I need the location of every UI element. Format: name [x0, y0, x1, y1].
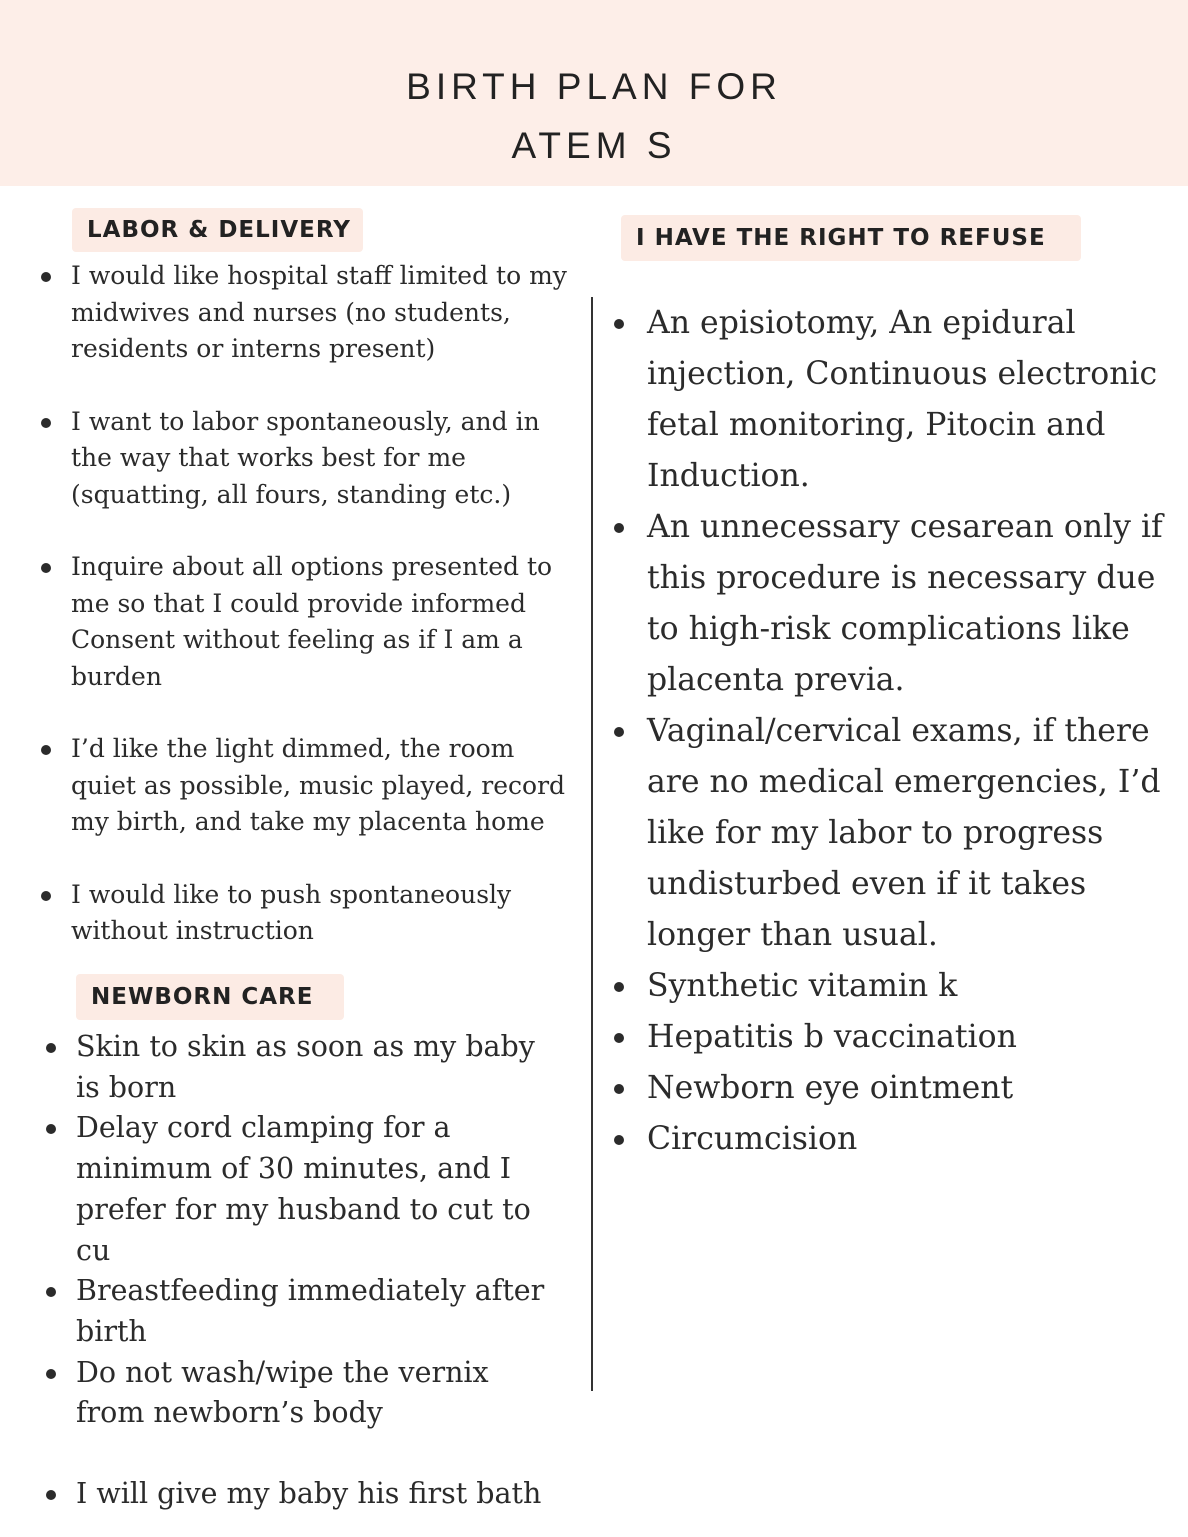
- list-item: Vaginal/cervical exams, if there are no medical emergencies, I’d like for my labor to progress undisturbed even if it takes longer than usual.: [647, 706, 1167, 961]
- right-to-refuse-list: [647, 298, 1167, 1165]
- list-item: Circumcision: [647, 1114, 1167, 1165]
- newborn-care-list: [76, 1027, 566, 1515]
- column-divider: [591, 297, 593, 1391]
- list-item: Inquire about all options presented to me so that I could provide informed Consent without feeling as if I am a burden: [71, 549, 571, 695]
- page-title-line-2: ATEM S: [511, 125, 677, 166]
- list-item: Newborn eye ointment: [647, 1063, 1167, 1114]
- list-item: An episiotomy, An epidural injection, Continuous electronic fetal monitoring, Pitocin and Induction.: [647, 298, 1167, 502]
- labor-delivery-list: [71, 258, 571, 986]
- newborn-care-heading: NEWBORN CARE: [76, 974, 344, 1020]
- list-item: I would like to push spontaneously without instruction: [71, 877, 571, 950]
- list-item: I want to labor spontaneously, and in the way that works best for me (squatting, all fours, standing etc.): [71, 404, 571, 514]
- list-item: An unnecessary cesarean only if this procedure is necessary due to high-risk complications like placenta previa.: [647, 502, 1167, 706]
- list-item: I’d like the light dimmed, the room quiet as possible, music played, record my birth, and take my placenta home: [71, 731, 571, 841]
- list-item: I will give my baby his first bath: [76, 1474, 566, 1515]
- list-item: Synthetic vitamin k: [647, 961, 1167, 1012]
- list-item: Do not wash/wipe the vernix from newborn’s body: [76, 1353, 566, 1434]
- labor-delivery-heading: LABOR & DELIVERY: [72, 208, 363, 252]
- list-item: Delay cord clamping for a minimum of 30 minutes, and I prefer for my husband to cut to cu: [76, 1108, 566, 1271]
- list-item: Skin to skin as soon as my baby is born: [76, 1027, 566, 1108]
- list-item: I would like hospital staff limited to my midwives and nurses (no students, residents or interns present): [71, 258, 571, 368]
- page-title-line-1: BIRTH PLAN FOR: [406, 66, 782, 107]
- list-item: Breastfeeding immediately after birth: [76, 1271, 566, 1352]
- list-item: Hepatitis b vaccination: [647, 1012, 1167, 1063]
- right-to-refuse-heading: I HAVE THE RIGHT TO REFUSE: [621, 215, 1081, 261]
